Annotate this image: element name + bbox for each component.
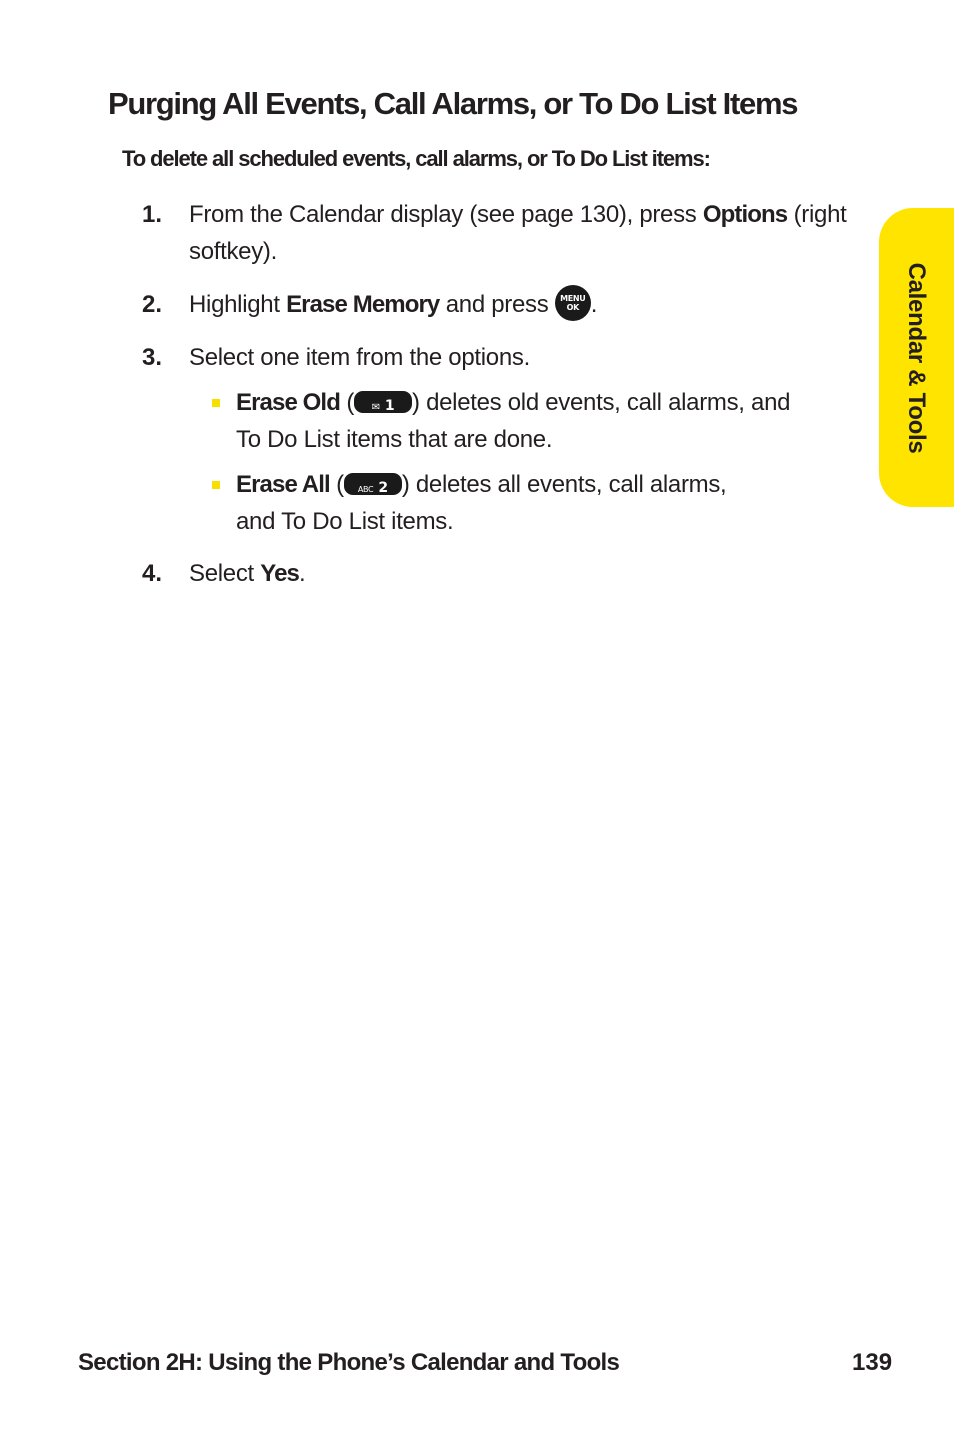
option-erase-all (236, 466, 856, 540)
option-text-part: ) deletes all events, call alarms, (401, 471, 727, 498)
option-line-2: To Do List items that are done. (236, 426, 553, 453)
intro-text: To delete all scheduled events, call alarms, or To Do List items: (122, 146, 710, 171)
page-heading: Purging All Events, Call Alarms, or To Do List Items (108, 86, 798, 121)
step-number: 1. (142, 201, 163, 228)
step-text-part: From the Calendar display (see page 130), press (189, 201, 703, 228)
side-tab-label: Calendar & Tools (903, 262, 930, 454)
erase-memory-term: Erase Memory (286, 291, 440, 318)
option-text-part: ) deletes old events, call alarms, and (412, 389, 791, 416)
bullet-square-icon (212, 481, 220, 489)
ok-key-label: OK (566, 302, 579, 312)
step-text (189, 196, 859, 270)
step-text-part: Highlight (189, 291, 287, 318)
step-number: 2. (142, 291, 163, 318)
bullet-square-icon (212, 399, 220, 407)
menu-key-label: MENU (560, 293, 586, 303)
key-digit: 1 (384, 397, 395, 414)
option-text-part: ( (329, 471, 344, 498)
step-text-part: . (298, 560, 306, 587)
menu-ok-key-icon (555, 285, 591, 321)
option-line-2: and To Do List items. (236, 508, 454, 535)
step-text (189, 555, 859, 592)
erase-old-term: Erase Old (236, 389, 340, 416)
option-line-1 (236, 466, 856, 503)
step-text-part: . (590, 291, 598, 318)
page-number: 139 (852, 1349, 893, 1376)
erase-all-term: Erase All (236, 471, 330, 498)
section-side-tab (879, 208, 954, 507)
step-text: Select one item from the options. (189, 344, 530, 371)
step-text-part: and press (439, 291, 555, 318)
option-text-part: ( (339, 389, 355, 416)
step-number: 4. (142, 560, 163, 587)
abc-label: ABC (357, 484, 374, 494)
options-term: Options (702, 201, 788, 228)
key-digit: 2 (378, 479, 388, 496)
step-text (189, 286, 859, 324)
option-line-1 (236, 384, 856, 421)
step-text-part: (right softkey). (189, 201, 847, 265)
step-text-part: Select (189, 560, 261, 587)
key-1-icon (354, 391, 412, 413)
footer-section-title: Section 2H: Using the Phone’s Calendar and Tools (78, 1349, 620, 1376)
key-2-icon (344, 473, 402, 495)
envelope-icon: ✉ (371, 401, 380, 413)
option-erase-old (236, 384, 856, 458)
step-number: 3. (142, 344, 163, 371)
yes-term: Yes (260, 560, 299, 587)
